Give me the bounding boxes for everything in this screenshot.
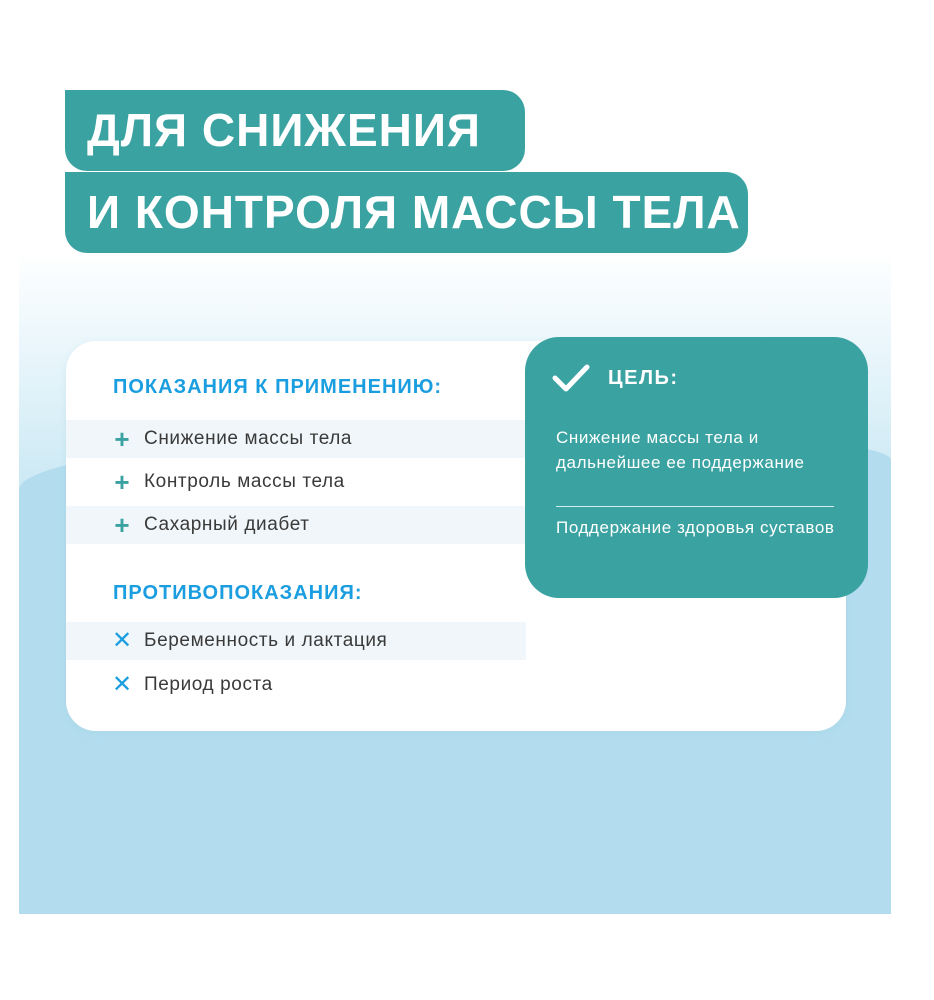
title-line-1: ДЛЯ СНИЖЕНИЯ xyxy=(65,90,525,171)
contraindication-label: Беременность и лактация xyxy=(144,630,388,651)
cross-icon: ✕ xyxy=(111,671,133,698)
plus-icon: + xyxy=(114,510,130,540)
plus-icon: + xyxy=(114,424,130,454)
indication-item xyxy=(66,463,526,501)
indication-label: Контроль массы тела xyxy=(144,471,345,492)
contraindication-item xyxy=(66,666,526,704)
indication-item xyxy=(66,506,526,544)
title-line-2: И КОНТРОЛЯ МАССЫ ТЕЛА xyxy=(65,172,748,253)
indication-item xyxy=(66,420,526,458)
indication-label: Сахарный диабет xyxy=(144,514,310,535)
contraindication-label: Период роста xyxy=(144,674,273,695)
goal-divider xyxy=(556,506,834,507)
indication-label: Снижение массы тела xyxy=(144,428,353,449)
indications-heading: ПОКАЗАНИЯ К ПРИМЕНЕНИЮ: xyxy=(113,376,443,398)
checkmark-icon xyxy=(552,363,590,393)
contraindications-heading: ПРОТИВОПОКАЗАНИЯ: xyxy=(113,582,363,604)
goal-panel xyxy=(525,337,868,598)
cross-icon: ✕ xyxy=(111,627,133,654)
plus-icon: + xyxy=(114,467,130,497)
goal-title: ЦЕЛЬ: xyxy=(608,366,679,389)
goal-description-1: Снижение массы тела и дальнейшее ее поддержание xyxy=(556,428,805,472)
goal-header xyxy=(552,363,679,393)
goal-description-2: Поддержание здоровья суставов xyxy=(556,518,835,537)
contraindication-item xyxy=(66,622,526,660)
